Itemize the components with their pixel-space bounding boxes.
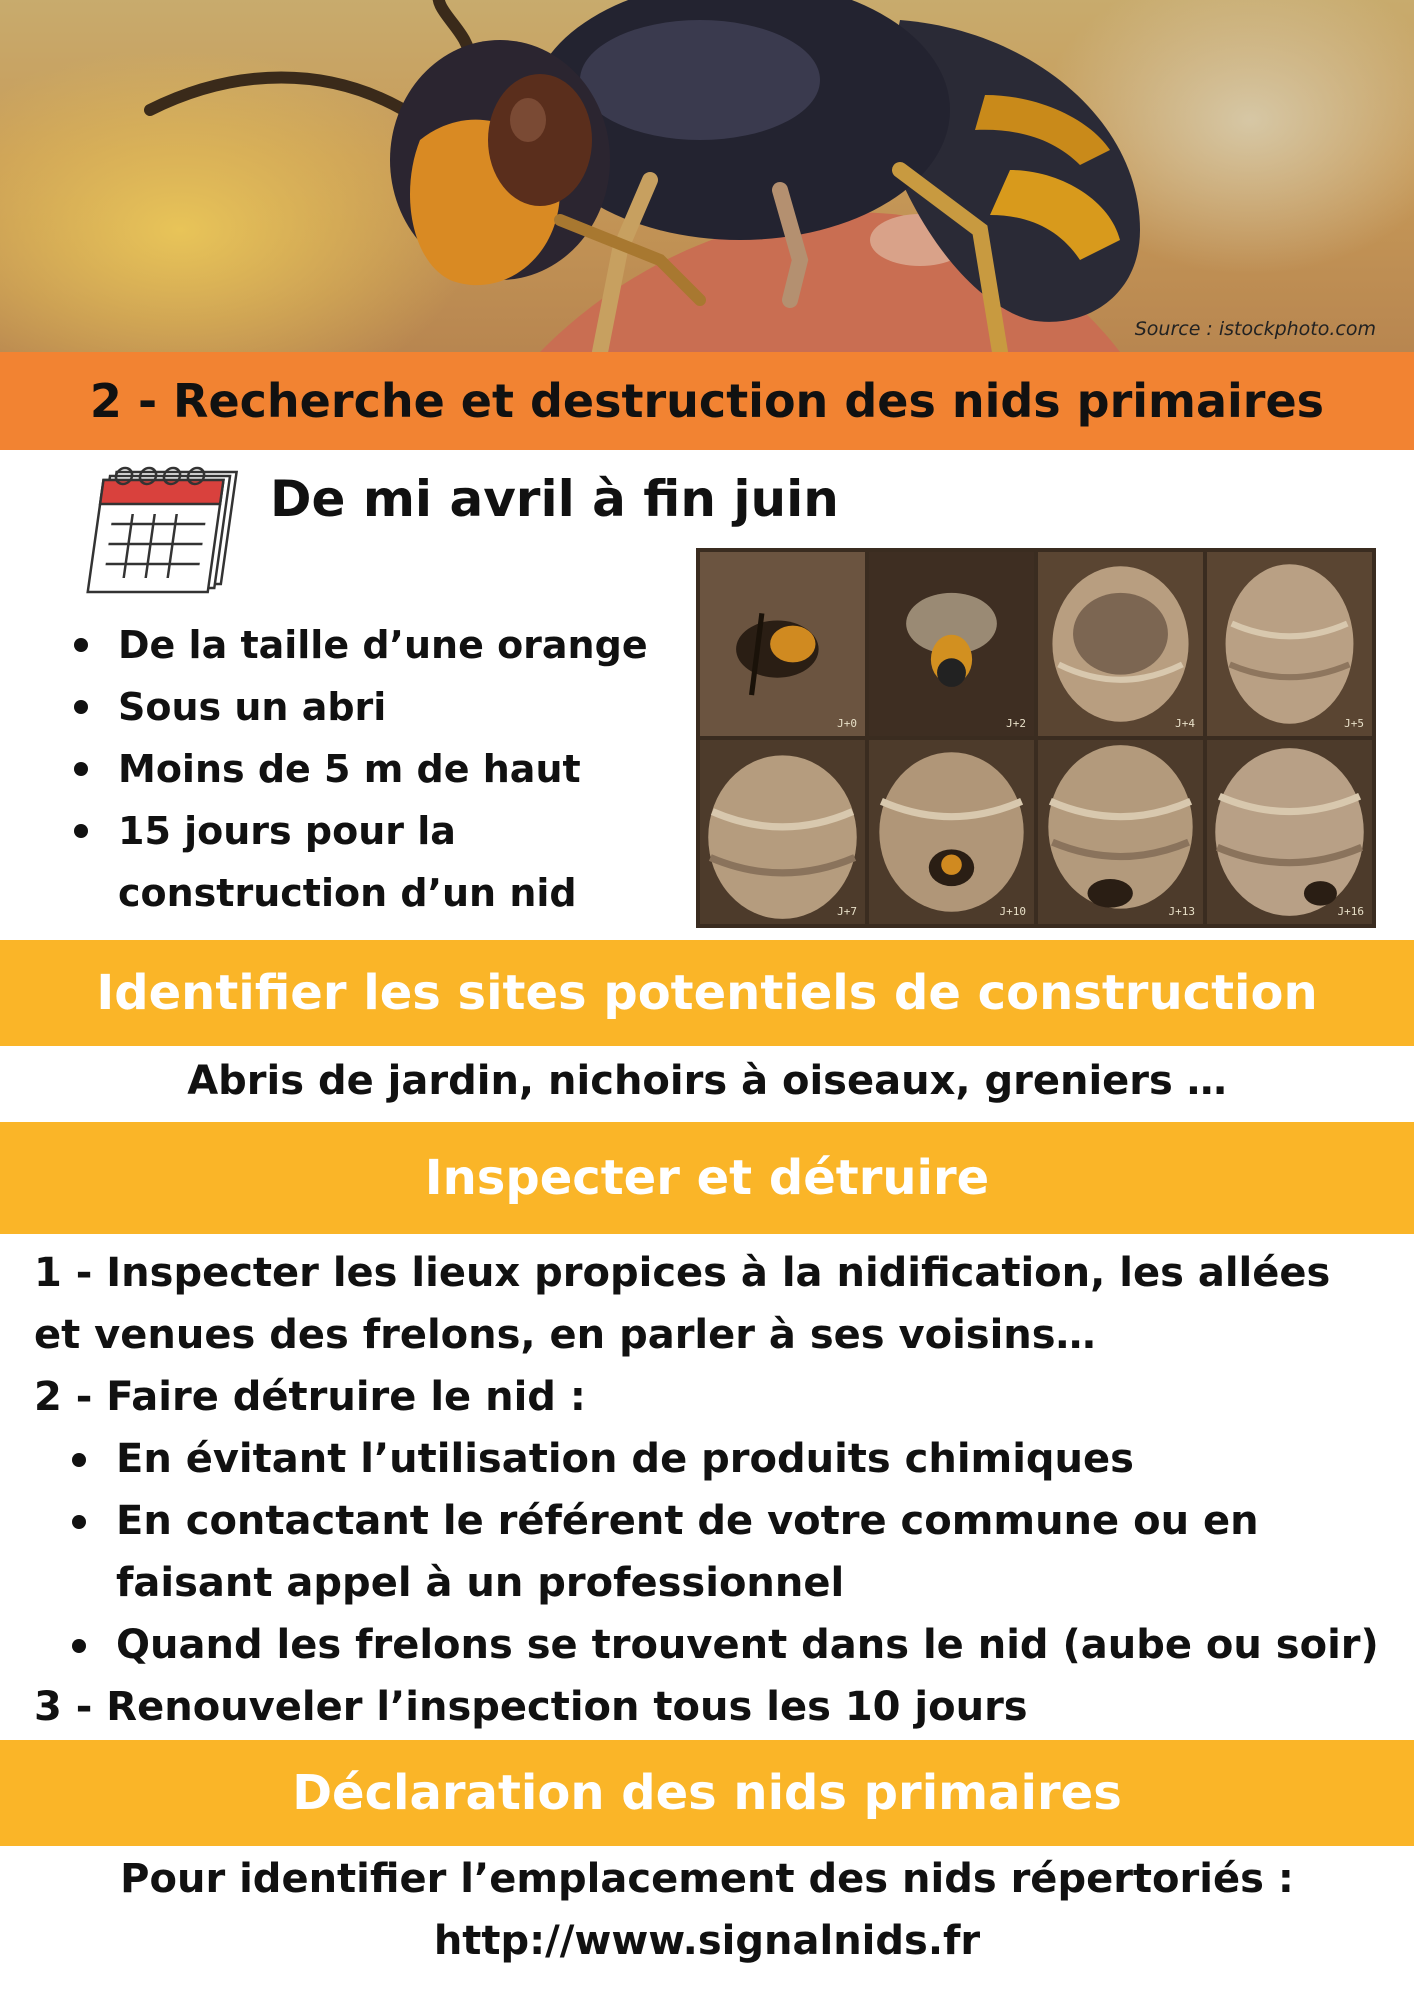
nest-stage-label: J+5 <box>1344 717 1364 730</box>
nest-stage-label: J+13 <box>1168 905 1195 918</box>
hero-photo-hornet <box>0 0 1414 352</box>
section-sites-title: Identifier les sites potentiels de construction <box>0 940 1414 1046</box>
section-sites-text: Abris de jardin, nichoirs à oiseaux, greniers … <box>187 1058 1227 1104</box>
nest-stage-photo <box>869 740 1034 924</box>
step-2: 2 - Faire détruire le nid : <box>34 1374 586 1420</box>
period-dates: De mi avril à fin juin <box>270 470 839 528</box>
nest-stage-label: J+0 <box>837 717 857 730</box>
list-item: De la taille d’une orange <box>70 614 690 676</box>
step-1: 1 - Inspecter les lieux propices à la nidification, les allées et venues des frelons, en parler à ses voisins… <box>34 1250 1331 1358</box>
nest-stage-label: J+2 <box>1006 717 1026 730</box>
step-2-bullets <box>34 1428 1384 1676</box>
nest-stage-photo <box>1038 552 1203 736</box>
nest-stage-photo <box>1038 740 1203 924</box>
hornet-illustration <box>0 0 1414 352</box>
section-declaration-title: Déclaration des nids primaires <box>0 1740 1414 1846</box>
nest-stage-photo <box>700 740 865 924</box>
signalnids-link[interactable]: http://www.signalnids.fr <box>433 1918 981 1964</box>
section-inspect-title: Inspecter et détruire <box>0 1122 1414 1234</box>
list-item: Quand les frelons se trouvent dans le nid (aube ou soir) <box>68 1614 1384 1676</box>
nest-stage-label: J+4 <box>1175 717 1195 730</box>
nest-stage-photo <box>869 552 1034 736</box>
nest-stage-label: J+16 <box>1337 905 1364 918</box>
list-item: En évitant l’utilisation de produits chimiques <box>68 1428 1384 1490</box>
nest-stages-photo-grid <box>696 548 1376 928</box>
inspect-steps <box>34 1242 1384 1738</box>
nest-stage-photo <box>1207 740 1372 924</box>
calendar-icon <box>60 462 240 602</box>
list-item: Sous un abri <box>70 676 690 738</box>
nest-stage-label: J+10 <box>999 905 1026 918</box>
page-title: 2 - Recherche et destruction des nids primaires <box>0 352 1414 450</box>
list-item: En contactant le référent de votre commune ou en faisant appel à un professionnel <box>68 1490 1384 1614</box>
nest-stage-photo <box>1207 552 1372 736</box>
section-declaration-text: Pour identifier l’emplacement des nids répertoriés : <box>120 1856 1294 1902</box>
image-source-credit: Source : istockphoto.com <box>1134 318 1376 340</box>
step-3: 3 - Renouveler l’inspection tous les 10 jours <box>34 1684 1028 1730</box>
list-item: 15 jours pour la construction d’un nid <box>70 800 690 924</box>
list-item: Moins de 5 m de haut <box>70 738 690 800</box>
nest-stage-photo <box>700 552 865 736</box>
nest-facts-list <box>70 614 690 924</box>
nest-stage-label: J+7 <box>837 905 857 918</box>
